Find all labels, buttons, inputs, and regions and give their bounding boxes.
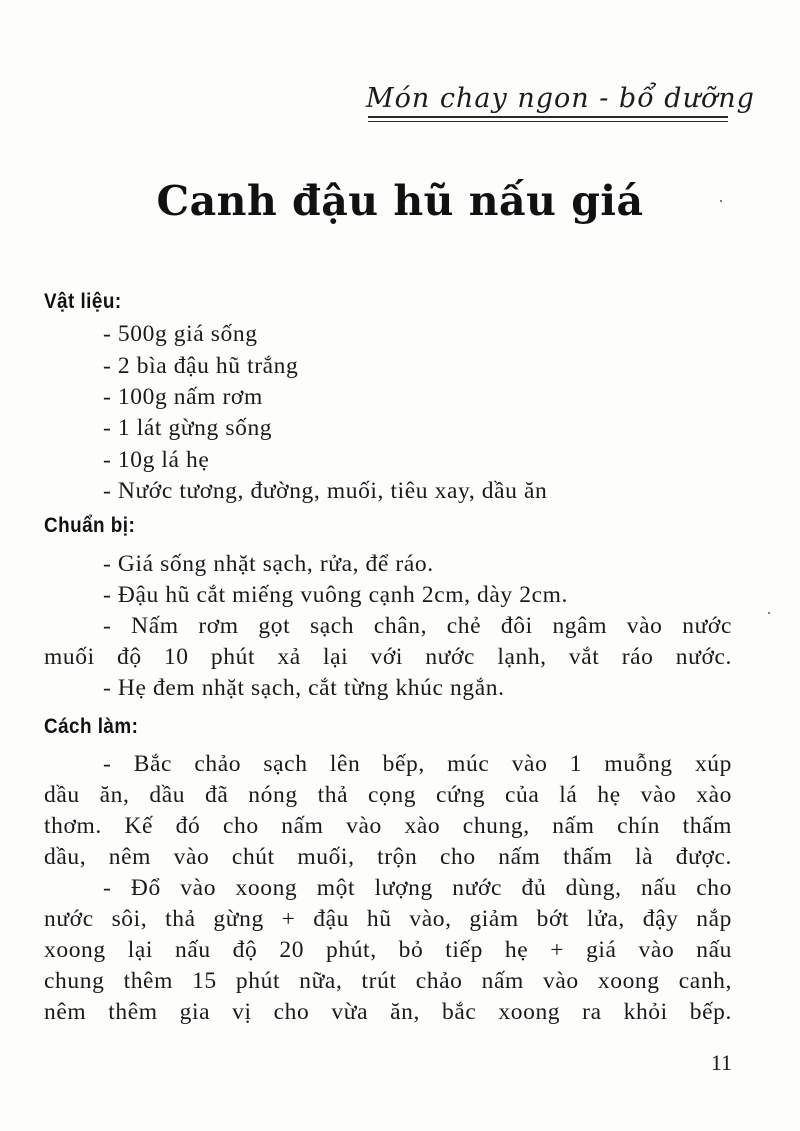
page-number: 11	[710, 1050, 732, 1075]
ingredient-item: - 2 bìa đậu hũ trắng	[103, 353, 299, 379]
method-line: dầu, nêm vào chút muối, trộn cho nấm thấm là được.	[44, 844, 732, 870]
preparation-line: muối độ 10 phút xả lại với nước lạnh, vắt ráo nước.	[44, 644, 732, 670]
method-line: chung thêm 15 phút nữa, trút chảo nấm vào xoong canh,	[44, 968, 732, 994]
preparation-line: - Giá sống nhặt sạch, rửa, để ráo.	[103, 551, 434, 577]
header-rule-top	[368, 116, 728, 118]
ingredients-heading: Vật liệu:	[44, 290, 122, 313]
method-line: xoong lại nấu độ 20 phút, bỏ tiếp hẹ + giá vào nấu	[44, 937, 732, 963]
preparation-line: - Hẹ đem nhặt sạch, cắt từng khúc ngắn.	[103, 675, 505, 701]
ingredient-item: - 1 lát gừng sống	[103, 415, 273, 441]
ingredient-item: - Nước tương, đường, muối, tiêu xay, dầu ăn	[103, 478, 548, 504]
recipe-title: Canh đậu hũ nấu giá	[156, 177, 644, 225]
method-line: - Đổ vào xoong một lượng nước đủ dùng, nấu cho	[103, 875, 732, 901]
ingredient-item: - 10g lá hẹ	[103, 447, 210, 473]
preparation-line: - Nấm rơm gọt sạch chân, chẻ đôi ngâm vào nước	[103, 613, 732, 639]
preparation-heading: Chuẩn bị:	[44, 514, 136, 537]
scan-speck	[768, 612, 770, 614]
method-line: dầu ăn, dầu đã nóng thả cọng cứng của lá hẹ vào xào	[44, 782, 732, 808]
method-line: nước sôi, thả gừng + đậu hũ vào, giảm bớt lửa, đậy nắp	[44, 906, 732, 932]
ingredient-item: - 500g giá sống	[103, 321, 258, 347]
running-header: Món chay ngon - bổ dưỡng	[366, 83, 755, 114]
method-line: - Bắc chảo sạch lên bếp, múc vào 1 muỗng xúp	[103, 751, 732, 777]
method-line: nêm thêm gia vị cho vừa ăn, bắc xoong ra khỏi bếp.	[44, 999, 732, 1025]
header-rule-bottom	[368, 121, 728, 122]
scan-speck	[720, 200, 722, 202]
ingredient-item: - 100g nấm rơm	[103, 384, 263, 410]
preparation-line: - Đậu hũ cắt miếng vuông cạnh 2cm, dày 2cm.	[103, 582, 568, 608]
method-line: thơm. Kế đó cho nấm vào xào chung, nấm chín thấm	[44, 813, 732, 839]
method-heading: Cách làm:	[44, 715, 139, 738]
